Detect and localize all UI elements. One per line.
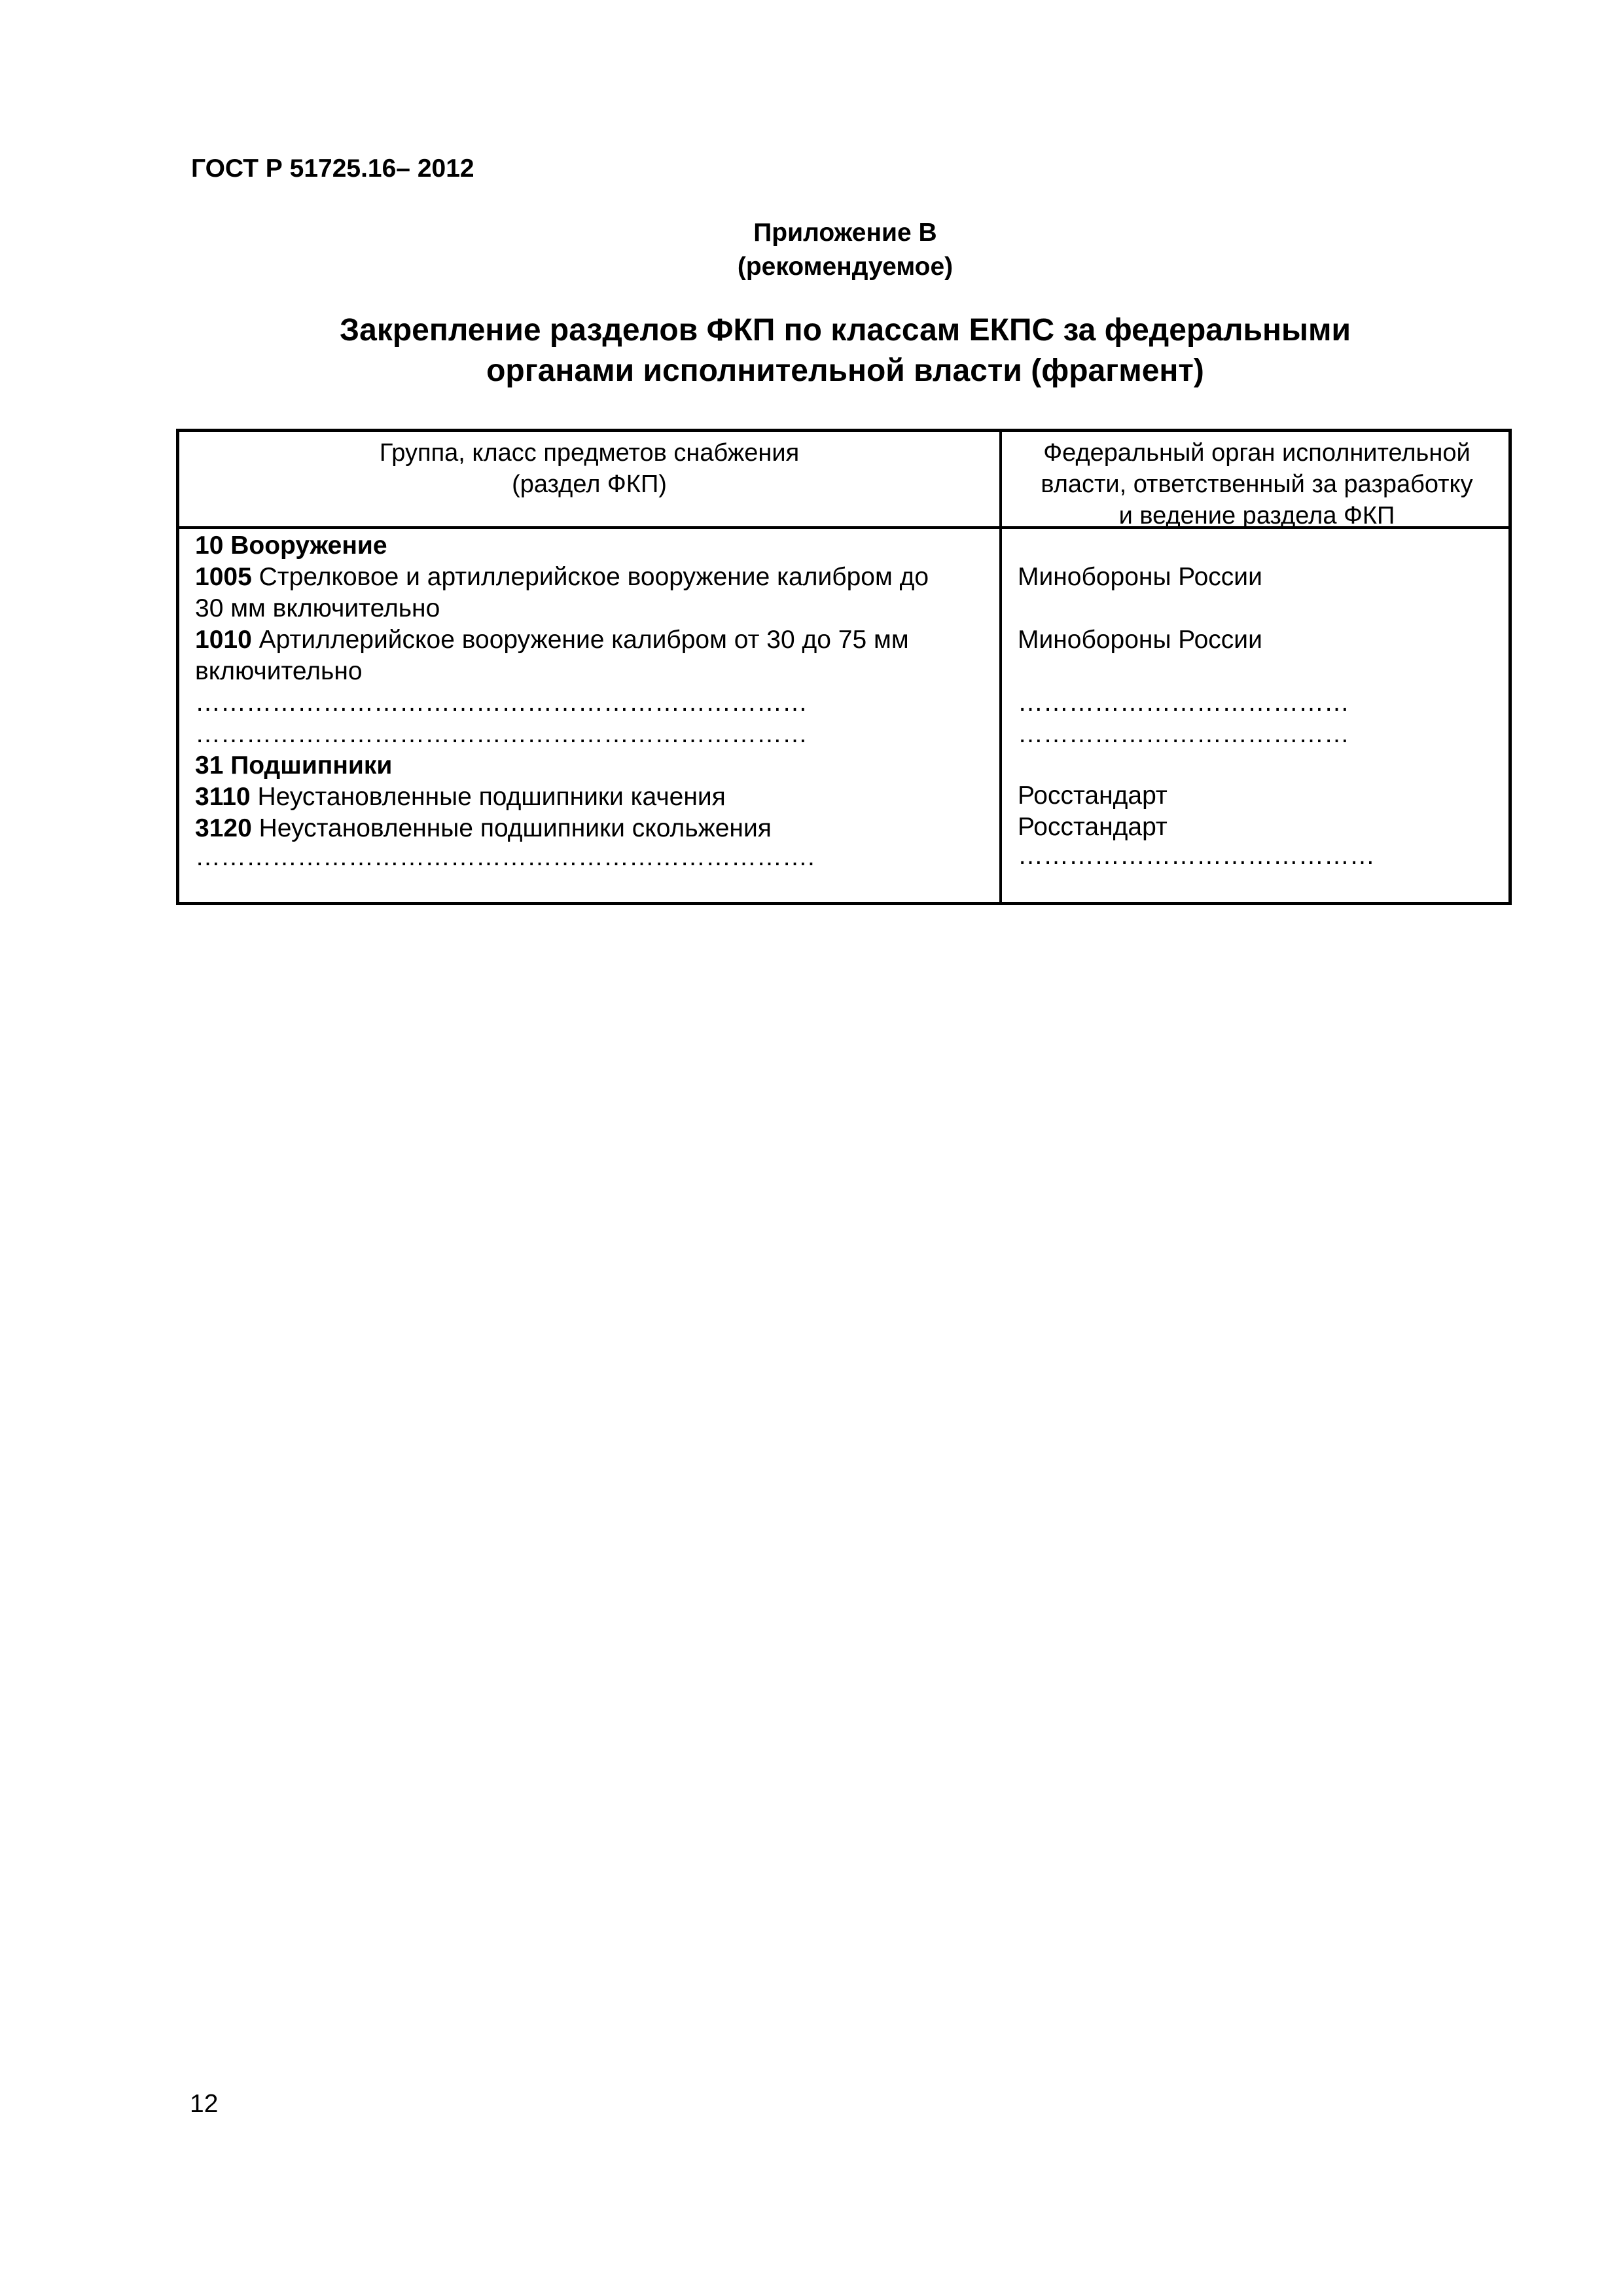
class-name-continuation: 30 мм включительно xyxy=(195,594,440,622)
document-code: ГОСТ Р 51725.16– 2012 xyxy=(191,154,474,183)
class-code: 1005 xyxy=(195,563,252,591)
ellipsis-row: ………………………………… xyxy=(1018,720,1349,748)
table-row-1005 xyxy=(195,562,929,593)
group-title-bearings: 31 Подшипники xyxy=(195,751,393,780)
appendix-status: (рекомендуемое) xyxy=(737,253,954,281)
appendix-title-line-1: Закрепление разделов ФКП по классам ЕКПС за федеральными xyxy=(340,313,1351,348)
appendix-heading xyxy=(0,216,1623,284)
responsible-body-1005: Минобороны России xyxy=(1018,563,1262,591)
column-header-line: (раздел ФКП) xyxy=(512,471,667,498)
class-name: Артиллерийское вооружение калибром от 30 до 75 мм xyxy=(251,626,909,654)
class-code: 1010 xyxy=(195,626,252,654)
class-code: 3120 xyxy=(195,814,252,842)
ellipsis-row: ………………………………… xyxy=(1018,689,1349,717)
responsible-body-3110: Росстандарт xyxy=(1018,781,1168,810)
ellipsis-row: ……………………………………………………………… xyxy=(195,689,808,717)
class-name-continuation: включительно xyxy=(195,657,363,685)
column-header-federal-body xyxy=(1002,437,1512,531)
appendix-label: Приложение В xyxy=(753,219,937,247)
table-row-1010 xyxy=(195,624,909,656)
ellipsis-row: ……………………………………………………………… xyxy=(195,720,808,748)
responsible-body-3120: Росстандарт xyxy=(1018,813,1168,841)
column-header-line: и ведение раздела ФКП xyxy=(1118,502,1395,529)
ellipsis-row: ………………………………………………………………. xyxy=(195,843,815,871)
group-title-weapons: 10 Вооружение xyxy=(195,531,387,560)
class-name: Неустановленные подшипники качения xyxy=(250,783,726,811)
responsible-body-1010: Минобороны России xyxy=(1018,626,1262,654)
class-name: Неустановленные подшипники скольжения xyxy=(251,814,772,842)
class-code: 3110 xyxy=(195,783,251,811)
appendix-title-line-2: органами исполнительной власти (фрагмент) xyxy=(486,353,1204,388)
page-number: 12 xyxy=(190,2090,219,2118)
column-header-line: Федеральный орган исполнительной xyxy=(1043,439,1471,467)
class-name: Стрелковое и артиллерийское вооружение калибром до xyxy=(251,563,929,591)
column-header-group-class xyxy=(179,437,999,500)
assignment-table xyxy=(176,429,1512,905)
table-row-3110 xyxy=(195,781,726,813)
appendix-title xyxy=(0,310,1623,391)
table-row-3120 xyxy=(195,813,772,844)
column-header-line: Группа, класс предметов снабжения xyxy=(379,439,800,467)
column-header-line: власти, ответственный за разработку xyxy=(1041,471,1473,498)
ellipsis-row: …………………………………… xyxy=(1018,842,1375,870)
